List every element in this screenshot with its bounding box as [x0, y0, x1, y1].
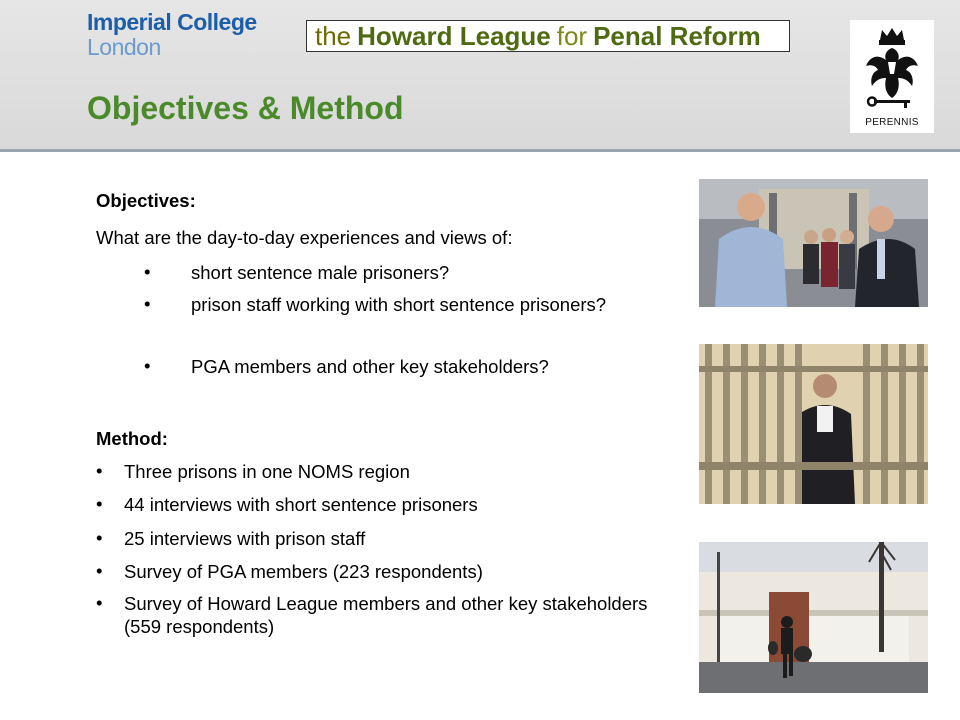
objective-item-text: short sentence male prisoners?: [191, 262, 450, 283]
crest-badge: [850, 20, 934, 133]
visit-group-photo: [699, 179, 928, 307]
imperial-college-logo: [87, 11, 257, 59]
method-item-text: Three prisons in one NOMS region: [124, 461, 410, 482]
bullet-icon: •: [96, 592, 103, 613]
bullet-icon: •: [144, 293, 151, 314]
crown-eagle-crest-icon: [860, 26, 924, 112]
objectives-heading: Objectives:: [96, 190, 196, 211]
method-item-text: 25 interviews with prison staff: [124, 528, 366, 549]
method-item: [96, 560, 686, 584]
method-item-text: Survey of PGA members (223 respondents): [124, 561, 483, 582]
bullet-icon: •: [96, 493, 103, 514]
objective-item-text: PGA members and other key stakeholders?: [191, 356, 549, 377]
bullet-icon: •: [96, 560, 103, 581]
header-band: [0, 0, 960, 152]
method-item: [96, 592, 686, 640]
method-item-text: Survey of Howard League members and other key stakeholders (559 respondents): [124, 593, 648, 637]
method-item: [96, 493, 686, 517]
objective-item: [96, 355, 686, 379]
crest-motto: PERENNIS: [865, 117, 919, 128]
method-item: [96, 527, 686, 551]
ic-logo-line1: Imperial College: [87, 9, 257, 35]
objective-item: [96, 261, 686, 285]
objectives-question: What are the day-to-day experiences and views of:: [96, 227, 513, 248]
ic-logo-line2: London: [87, 34, 161, 60]
prison-gate-street-photo: [699, 542, 928, 693]
objective-item: [96, 293, 686, 341]
method-item: [96, 460, 686, 484]
objective-item-text: prison staff working with short sentence prisoners?: [191, 294, 607, 315]
slide-title: Objectives & Method: [87, 90, 404, 126]
method-item-text: 44 interviews with short sentence prisoners: [124, 494, 478, 515]
hl-logo-the: the: [315, 20, 352, 51]
method-heading: Method:: [96, 428, 168, 449]
hl-logo-howard-league: Howard League: [357, 20, 551, 51]
howard-league-logo: [306, 20, 790, 52]
bullet-icon: •: [144, 355, 151, 376]
bullet-icon: •: [96, 527, 103, 548]
bullet-icon: •: [96, 460, 103, 481]
prison-cell-bars-photo: [699, 344, 928, 504]
bullet-icon: •: [144, 261, 151, 282]
hl-logo-for: for: [556, 20, 588, 51]
hl-logo-penal-reform: Penal Reform: [593, 20, 761, 51]
